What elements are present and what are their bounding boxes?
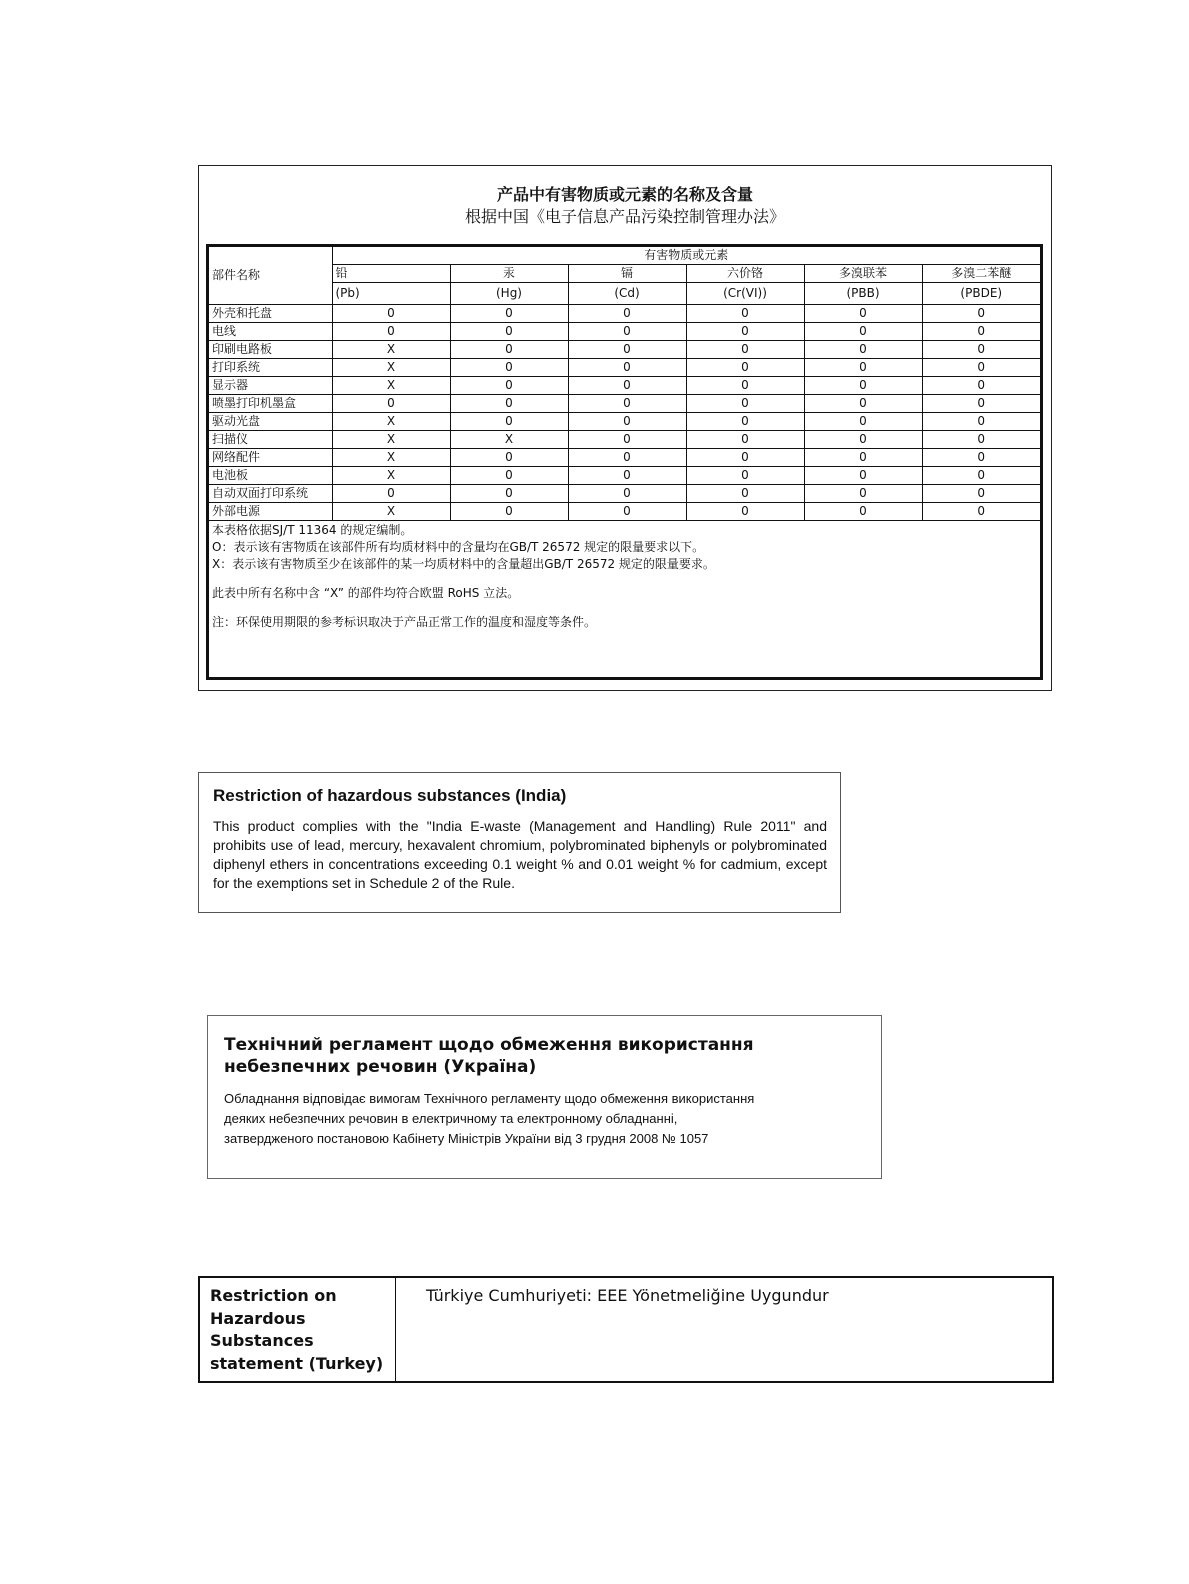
substance-value-cell: 0: [922, 323, 1040, 341]
substance-name-row: [209, 265, 1040, 283]
part-name-cell: 外壳和托盘: [209, 305, 332, 323]
substance-name-header: 多溴二苯醚: [922, 265, 1040, 283]
substance-symbol-header: (PBDE): [922, 283, 1040, 305]
substance-value-cell: 0: [568, 395, 686, 413]
part-name-cell: 驱动光盘: [209, 413, 332, 431]
substance-value-cell: X: [332, 359, 450, 377]
ukraine-body-line: затвердженого постановою Кабінету Міністрів України від 3 грудня 2008 № 1057: [224, 1131, 709, 1146]
substance-value-cell: 0: [922, 467, 1040, 485]
substance-symbol-header: (PBB): [804, 283, 922, 305]
substance-value-cell: 0: [804, 377, 922, 395]
part-name-cell: 显示器: [209, 377, 332, 395]
substance-value-cell: 0: [922, 431, 1040, 449]
part-name-cell: 印刷电路板: [209, 341, 332, 359]
x-legend-note: X：表示该有害物质至少在该部件的某一均质材料中的含量超出GB/T 26572 规定的限量要求。: [212, 557, 715, 571]
ukraine-rohs-box: [207, 1015, 882, 1179]
table-row: [209, 467, 1040, 485]
india-rohs-box: [198, 772, 841, 913]
substance-value-cell: 0: [686, 377, 804, 395]
substance-name-header: 汞: [450, 265, 568, 283]
substance-value-cell: 0: [804, 449, 922, 467]
table-row: [209, 449, 1040, 467]
substance-value-cell: 0: [568, 413, 686, 431]
table-row: [209, 431, 1040, 449]
substance-value-cell: 0: [686, 305, 804, 323]
china-rohs-table-frame: [206, 244, 1043, 680]
turkey-statement-cell: [396, 1278, 1052, 1381]
substance-value-cell: 0: [332, 305, 450, 323]
ukraine-rohs-body: [224, 1089, 867, 1149]
substance-value-cell: 0: [686, 323, 804, 341]
substance-value-cell: X: [332, 413, 450, 431]
part-name-cell: 电池板: [209, 467, 332, 485]
substance-value-cell: 0: [686, 485, 804, 503]
substance-value-cell: X: [450, 431, 568, 449]
substance-symbol-header: (Cr(VI)): [686, 283, 804, 305]
substance-value-cell: 0: [568, 323, 686, 341]
substance-value-cell: X: [332, 467, 450, 485]
substance-value-cell: X: [332, 341, 450, 359]
part-name-cell: 电线: [209, 323, 332, 341]
table-row: [209, 503, 1040, 521]
turkey-label-line: Restriction on: [210, 1286, 337, 1305]
substance-value-cell: 0: [804, 323, 922, 341]
turkey-rohs-box: [198, 1276, 1054, 1383]
china-rohs-notes: [209, 521, 1040, 631]
substance-value-cell: X: [332, 431, 450, 449]
substance-value-cell: 0: [922, 395, 1040, 413]
substance-value-cell: 0: [922, 485, 1040, 503]
substance-symbol-header: (Hg): [450, 283, 568, 305]
substance-value-cell: X: [332, 449, 450, 467]
substance-value-cell: 0: [332, 485, 450, 503]
india-rohs-title: Restriction of hazardous substances (India): [213, 786, 567, 805]
turkey-rohs-statement: Türkiye Cumhuriyeti: EEE Yönetmeliğine Uygundur: [426, 1286, 829, 1305]
substance-value-cell: 0: [922, 503, 1040, 521]
substance-value-cell: 0: [450, 305, 568, 323]
substance-value-cell: 0: [568, 359, 686, 377]
table-row: [209, 359, 1040, 377]
substance-value-cell: 0: [804, 395, 922, 413]
substance-value-cell: 0: [568, 467, 686, 485]
substance-value-cell: 0: [922, 377, 1040, 395]
substance-value-cell: 0: [804, 359, 922, 377]
india-rohs-body: This product complies with the "India E-waste (Management and Handling) Rule 2011" and prohibits use of lead, mercury, hexavalent chromium, polybrominated biphenyls or polybrominated diphenyl ethers in concentrations exceeding 0.1 weight % and 0.01 weight % for cadmium, except for the exemptions set in Schedule 2 of the Rule.: [213, 818, 827, 891]
substance-value-cell: 0: [450, 359, 568, 377]
substance-value-cell: 0: [686, 413, 804, 431]
substance-value-cell: 0: [686, 467, 804, 485]
substance-name-header: 镉: [568, 265, 686, 283]
ukraine-rohs-title: [224, 1034, 867, 1078]
substance-value-cell: 0: [922, 359, 1040, 377]
turkey-label-line: Substances: [210, 1331, 314, 1350]
table-row: [209, 485, 1040, 503]
substance-value-cell: 0: [450, 485, 568, 503]
substance-value-cell: X: [332, 503, 450, 521]
table-body: [209, 305, 1040, 521]
ukraine-title-line: Технічний регламент щодо обмеження використання: [224, 1035, 754, 1055]
substance-value-cell: 0: [686, 431, 804, 449]
substance-value-cell: 0: [568, 503, 686, 521]
substance-name-header: 六价铬: [686, 265, 804, 283]
substance-value-cell: 0: [450, 323, 568, 341]
turkey-label-line: Hazardous: [210, 1308, 306, 1328]
substance-value-cell: 0: [804, 341, 922, 359]
substance-value-cell: 0: [568, 485, 686, 503]
table-row: [209, 341, 1040, 359]
substance-symbol-header: (Pb): [332, 283, 450, 305]
substance-symbol-header: (Cd): [568, 283, 686, 305]
table-row: [209, 413, 1040, 431]
part-name-cell: 网络配件: [209, 449, 332, 467]
substance-value-cell: 0: [450, 413, 568, 431]
part-name-cell: 自动双面打印系统: [209, 485, 332, 503]
substance-value-cell: 0: [568, 341, 686, 359]
substance-value-cell: 0: [450, 395, 568, 413]
china-rohs-title: 产品中有害物质或元素的名称及含量: [496, 185, 753, 204]
o-legend-note: O：表示该有害物质在该部件所有均质材料中的含量均在GB/T 26572 规定的限量要求以下。: [212, 540, 705, 554]
substance-value-cell: 0: [922, 341, 1040, 359]
china-rohs-subtitle: 根据中国《电子信息产品污染控制管理办法》: [464, 207, 785, 226]
basis-note: 本表格依据SJ/T 11364 的规定编制。: [212, 523, 413, 537]
substance-value-cell: 0: [804, 467, 922, 485]
substance-value-cell: 0: [568, 305, 686, 323]
substance-name-header: 铅: [332, 265, 450, 283]
turkey-rohs-label: [210, 1285, 395, 1375]
substance-symbol-row: [209, 283, 1040, 305]
table-row: [209, 305, 1040, 323]
substance-value-cell: 0: [804, 431, 922, 449]
part-name-cell: 外部电源: [209, 503, 332, 521]
substance-value-cell: 0: [804, 305, 922, 323]
substance-value-cell: X: [332, 377, 450, 395]
table-row: [209, 395, 1040, 413]
substance-value-cell: 0: [450, 341, 568, 359]
table-row: [209, 323, 1040, 341]
substance-value-cell: 0: [686, 449, 804, 467]
substance-value-cell: 0: [686, 341, 804, 359]
substance-value-cell: 0: [450, 467, 568, 485]
part-name-header: 部件名称: [209, 247, 332, 305]
substance-value-cell: 0: [922, 305, 1040, 323]
substance-value-cell: 0: [804, 503, 922, 521]
substance-value-cell: 0: [804, 413, 922, 431]
substance-value-cell: 0: [922, 449, 1040, 467]
part-name-cell: 喷墨打印机墨盒: [209, 395, 332, 413]
substance-value-cell: 0: [332, 395, 450, 413]
table-header-row: [209, 247, 1040, 265]
substance-name-header: 多溴联苯: [804, 265, 922, 283]
part-name-cell: 扫描仪: [209, 431, 332, 449]
substance-value-cell: 0: [804, 485, 922, 503]
substance-value-cell: 0: [686, 503, 804, 521]
substance-value-cell: 0: [568, 449, 686, 467]
substance-value-cell: 0: [686, 359, 804, 377]
substance-value-cell: 0: [332, 323, 450, 341]
ukraine-body-line: Обладнання відповідає вимогам Технічного регламенту щодо обмеження використання: [224, 1091, 755, 1106]
substance-value-cell: 0: [450, 503, 568, 521]
substance-value-cell: 0: [568, 377, 686, 395]
turkey-label-cell: [200, 1278, 396, 1381]
table-row: [209, 377, 1040, 395]
part-name-cell: 打印系统: [209, 359, 332, 377]
environment-note: 注：环保使用期限的参考标识取决于产品正常工作的温度和湿度等条件。: [212, 615, 597, 629]
substance-value-cell: 0: [450, 377, 568, 395]
substance-value-cell: 0: [686, 395, 804, 413]
hazardous-substances-table: [209, 247, 1040, 521]
substance-value-cell: 0: [922, 413, 1040, 431]
ukraine-body-line: деяких небезпечних речовин в електричному та електронному обладнанні,: [224, 1111, 678, 1126]
china-rohs-box: [198, 165, 1052, 691]
ukraine-title-line: небезпечних речовин (Україна): [224, 1057, 537, 1077]
substances-group-header: 有害物质或元素: [332, 247, 1040, 265]
eu-rohs-note: 此表中所有名称中含 “X” 的部件均符合欧盟 RoHS 立法。: [212, 586, 520, 600]
substance-value-cell: 0: [568, 431, 686, 449]
turkey-label-line: statement (Turkey): [210, 1353, 384, 1373]
substance-value-cell: 0: [450, 449, 568, 467]
